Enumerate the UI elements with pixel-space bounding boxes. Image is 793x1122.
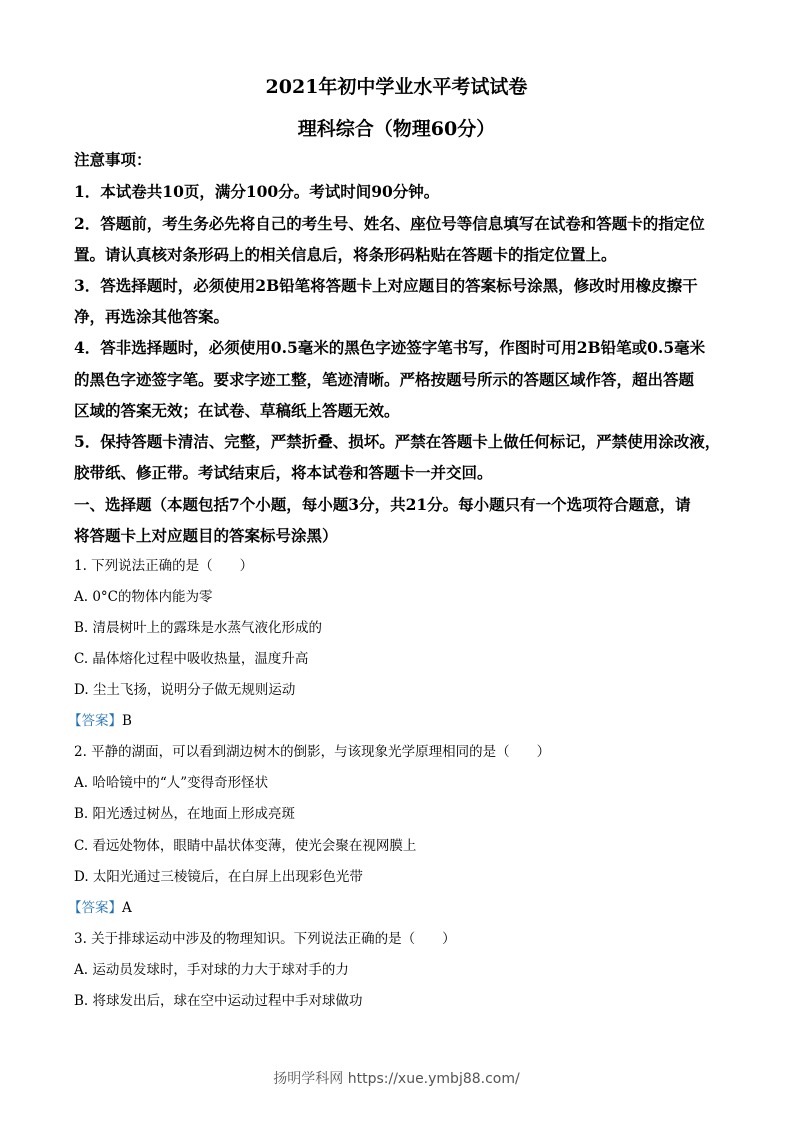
question-option: A. 哈哈镜中的“人”变得奇形怪状	[74, 775, 269, 791]
notice-line: 净，再选涂其他答案。	[74, 307, 230, 326]
question-stem: 1. 下列说法正确的是（ ）	[74, 558, 254, 574]
question-option: D. 太阳光通过三棱镜后，在白屏上出现彩色光带	[74, 869, 363, 885]
notice-line: 置。请认真核对条形码上的相关信息后，将条形码粘贴在答题卡的指定位置上。	[74, 245, 617, 264]
answer-value: B	[122, 713, 132, 729]
question-option: C. 晶体熔化过程中吸收热量，温度升高	[74, 651, 309, 667]
section-heading: 一、选择题（本题包括7个小题，每小题3分，共21分。每小题只有一个选项符合题意，请	[74, 495, 691, 514]
notice-line: 胶带纸、修正带。考试结束后，将本试卷和答题卡一并交回。	[74, 463, 493, 482]
question-option: C. 看远处物体，眼睛中晶状体变薄，使光会聚在视网膜上	[74, 838, 417, 854]
notice-heading: 注意事项：	[74, 150, 152, 169]
question-option: B. 清晨树叶上的露珠是水蒸气液化形成的	[74, 620, 323, 636]
notice-line: 2．答题前，考生务必先将自己的考生号、姓名、座位号等信息填写在试卷和答题卡的指定位	[74, 214, 705, 233]
notice-line: 5．保持答题卡清洁、完整，严禁折叠、损坏。严禁在答题卡上做任何标记，严禁使用涂改液，	[74, 432, 721, 451]
answer-value: A	[122, 900, 132, 916]
section-heading: 将答题卡上对应题目的答案标号涂黑）	[74, 526, 338, 545]
notice-line: 的黑色字迹签字笔。要求字迹工整，笔迹清晰。严格按题号所示的答题区域作答，超出答题	[74, 370, 695, 389]
notice-line: 1．本试卷共10页，满分100分。考试时间90分钟。	[74, 182, 440, 201]
question-option: B. 将球发出后，球在空中运动过程中手对球做功	[74, 993, 363, 1009]
answer-line	[68, 898, 132, 918]
answer-tag: 【答案】	[68, 900, 122, 916]
answer-line	[68, 711, 132, 731]
question-option: A. 0°C的物体内能为零	[74, 589, 213, 605]
footer-watermark: 扬明学科网 https://xue.ymbj88.com/	[273, 1071, 520, 1087]
notice-line: 4．答非选择题时，必须使用0.5毫米的黑色字迹签字笔书写，作图时可用2B铅笔或0.5毫米	[74, 338, 706, 357]
notice-line: 区域的答案无效；在试卷、草稿纸上答题无效。	[74, 401, 400, 420]
question-stem: 3. 关于排球运动中涉及的物理知识。下列说法正确的是（ ）	[74, 931, 456, 947]
page-subtitle: 理科综合（物理60分）	[297, 118, 496, 140]
notice-line: 3．答选择题时，必须使用2B铅笔将答题卡上对应题目的答案标号涂黑，修改时用橡皮擦干	[74, 276, 698, 295]
question-option: D. 尘土飞扬，说明分子做无规则运动	[74, 682, 296, 698]
question-option: A. 运动员发球时，手对球的力大于球对手的力	[74, 962, 349, 978]
answer-tag: 【答案】	[68, 713, 122, 729]
page-title: 2021年初中学业水平考试试卷	[265, 76, 528, 98]
question-option: B. 阳光透过树丛，在地面上形成亮斑	[74, 806, 296, 822]
question-stem: 2. 平静的湖面，可以看到湖边树木的倒影，与该现象光学原理相同的是（ ）	[74, 744, 551, 760]
